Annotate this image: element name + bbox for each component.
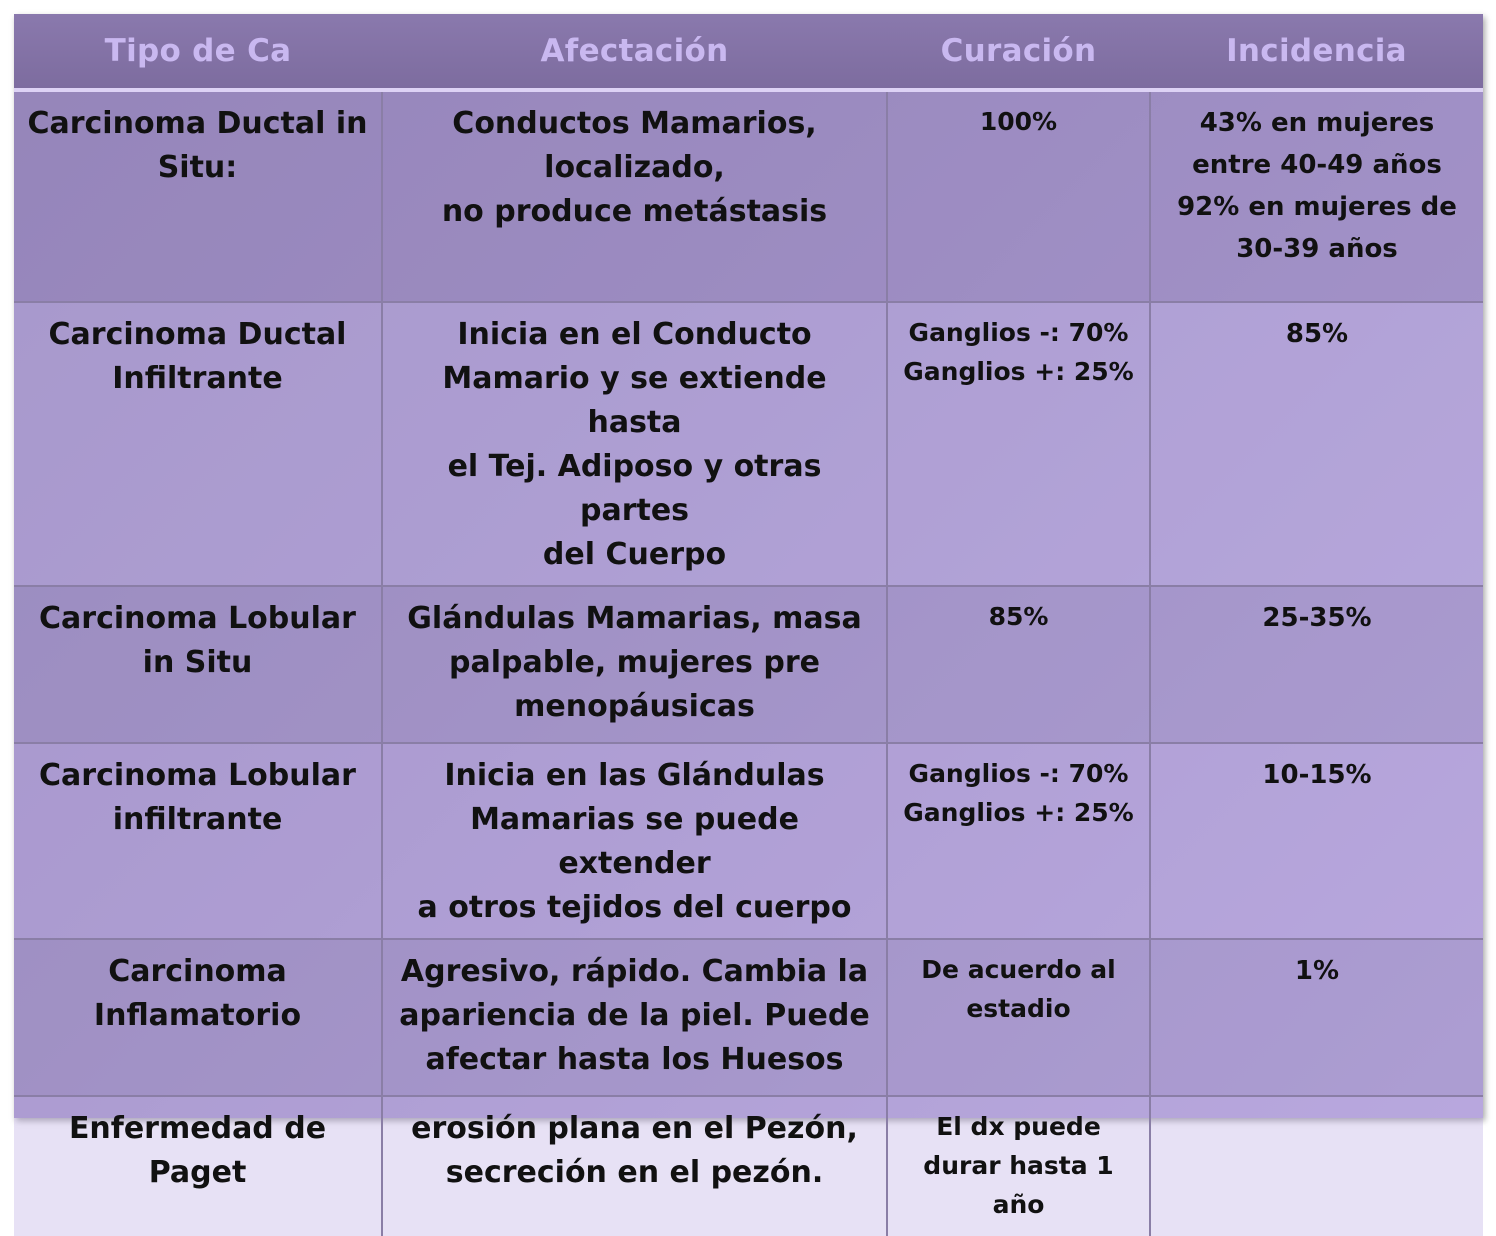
cell-afectacion xyxy=(382,1096,887,1236)
cell-tipo xyxy=(14,1096,382,1236)
cell-line: Glándulas Mamarias, masa xyxy=(407,601,862,636)
cell-line: Ganglios -: 70% xyxy=(908,318,1129,347)
table-row xyxy=(14,90,1483,302)
table-row xyxy=(14,302,1483,586)
cell-afectacion xyxy=(382,90,887,302)
cell-line: Infiltrante xyxy=(112,361,283,396)
cell-line: in Situ xyxy=(142,645,253,680)
cell-curacion xyxy=(887,1096,1150,1236)
cell-incidencia xyxy=(1150,1096,1483,1236)
cell-line: el Tej. Adiposo y otras partes xyxy=(447,449,822,528)
cell-line: Conductos Mamarios, xyxy=(452,106,817,141)
cell-curacion xyxy=(887,939,1150,1096)
cell-afectacion xyxy=(382,939,887,1096)
table-row xyxy=(14,743,1483,939)
cell-line: apariencia de la piel. Puede xyxy=(399,998,870,1033)
cell-line: 10-15% xyxy=(1262,760,1372,790)
cell-line: El dx puede xyxy=(936,1112,1101,1141)
cell-line: Carcinoma Lobular xyxy=(39,758,356,793)
cell-tipo xyxy=(14,90,382,302)
cell-incidencia xyxy=(1150,939,1483,1096)
cell-curacion xyxy=(887,302,1150,586)
cell-line: Carcinoma xyxy=(108,954,287,989)
cell-tipo xyxy=(14,743,382,939)
cell-line: De acuerdo al xyxy=(921,955,1116,984)
cell-line: 92% en mujeres de xyxy=(1177,192,1457,222)
table-row xyxy=(14,1096,1483,1236)
cell-incidencia xyxy=(1150,302,1483,586)
cell-line: durar hasta 1 xyxy=(923,1151,1114,1180)
cell-line: afectar hasta los Huesos xyxy=(425,1042,844,1077)
cell-line: Ganglios +: 25% xyxy=(903,357,1134,386)
cell-line: Carcinoma Ductal xyxy=(48,317,347,352)
cell-curacion xyxy=(887,743,1150,939)
cell-curacion xyxy=(887,586,1150,743)
header-tipo: Tipo de Ca xyxy=(14,14,382,90)
cell-line: Agresivo, rápido. Cambia la xyxy=(400,954,869,989)
cell-tipo xyxy=(14,939,382,1096)
header-afectacion: Afectación xyxy=(382,14,887,90)
cell-afectacion xyxy=(382,743,887,939)
cell-tipo xyxy=(14,302,382,586)
cell-line: Ganglios +: 25% xyxy=(903,798,1134,827)
cell-line: Enfermedad de xyxy=(68,1111,327,1146)
cell-afectacion xyxy=(382,302,887,586)
cell-line: 100% xyxy=(979,107,1058,136)
cell-incidencia xyxy=(1150,586,1483,743)
cell-line: no produce metástasis xyxy=(441,194,828,229)
header-row xyxy=(14,14,1483,90)
cell-line: Ganglios -: 70% xyxy=(908,759,1129,788)
cell-curacion xyxy=(887,90,1150,302)
cell-line: Inicia en el Conducto xyxy=(457,317,812,352)
cell-line: Mamario y se extiende hasta xyxy=(442,361,827,440)
table-row xyxy=(14,586,1483,743)
header-incidencia: Incidencia xyxy=(1150,14,1483,90)
cell-line: a otros tejidos del cuerpo xyxy=(417,890,852,925)
cell-line: 85% xyxy=(1285,319,1349,349)
cell-line: localizado, xyxy=(544,150,725,185)
cancer-types-table xyxy=(14,14,1483,1236)
cell-line: Paget xyxy=(148,1155,247,1190)
cell-line: secreción en el pezón. xyxy=(445,1155,824,1190)
cell-line: Situ: xyxy=(157,150,238,185)
cell-line: año xyxy=(992,1190,1045,1219)
cell-line: Inicia en las Glándulas xyxy=(444,758,825,793)
cell-tipo xyxy=(14,586,382,743)
cell-line: 85% xyxy=(988,602,1049,631)
cell-line: del Cuerpo xyxy=(542,537,727,572)
table-row xyxy=(14,939,1483,1096)
table-container xyxy=(14,14,1483,1219)
cell-line: 1% xyxy=(1294,956,1340,986)
cell-incidencia xyxy=(1150,743,1483,939)
cell-line: 30-39 años xyxy=(1236,234,1398,264)
cell-line: entre 40-49 años xyxy=(1192,150,1442,180)
cell-line: Carcinoma Ductal in xyxy=(27,106,368,141)
cell-line: 25-35% xyxy=(1262,603,1372,633)
cell-line: infiltrante xyxy=(112,802,283,837)
cell-incidencia xyxy=(1150,90,1483,302)
cell-line: Carcinoma Lobular xyxy=(39,601,356,636)
cell-line: Mamarias se puede extender xyxy=(470,802,799,881)
header-curacion: Curación xyxy=(887,14,1150,90)
cell-line: Inflamatorio xyxy=(93,998,302,1033)
cell-afectacion xyxy=(382,586,887,743)
cell-line: estadio xyxy=(966,994,1071,1023)
cell-line: erosión plana en el Pezón, xyxy=(411,1111,858,1146)
cell-line: menopáusicas xyxy=(514,689,755,724)
cell-line: palpable, mujeres pre xyxy=(449,645,820,680)
cell-line: 43% en mujeres xyxy=(1199,108,1435,138)
